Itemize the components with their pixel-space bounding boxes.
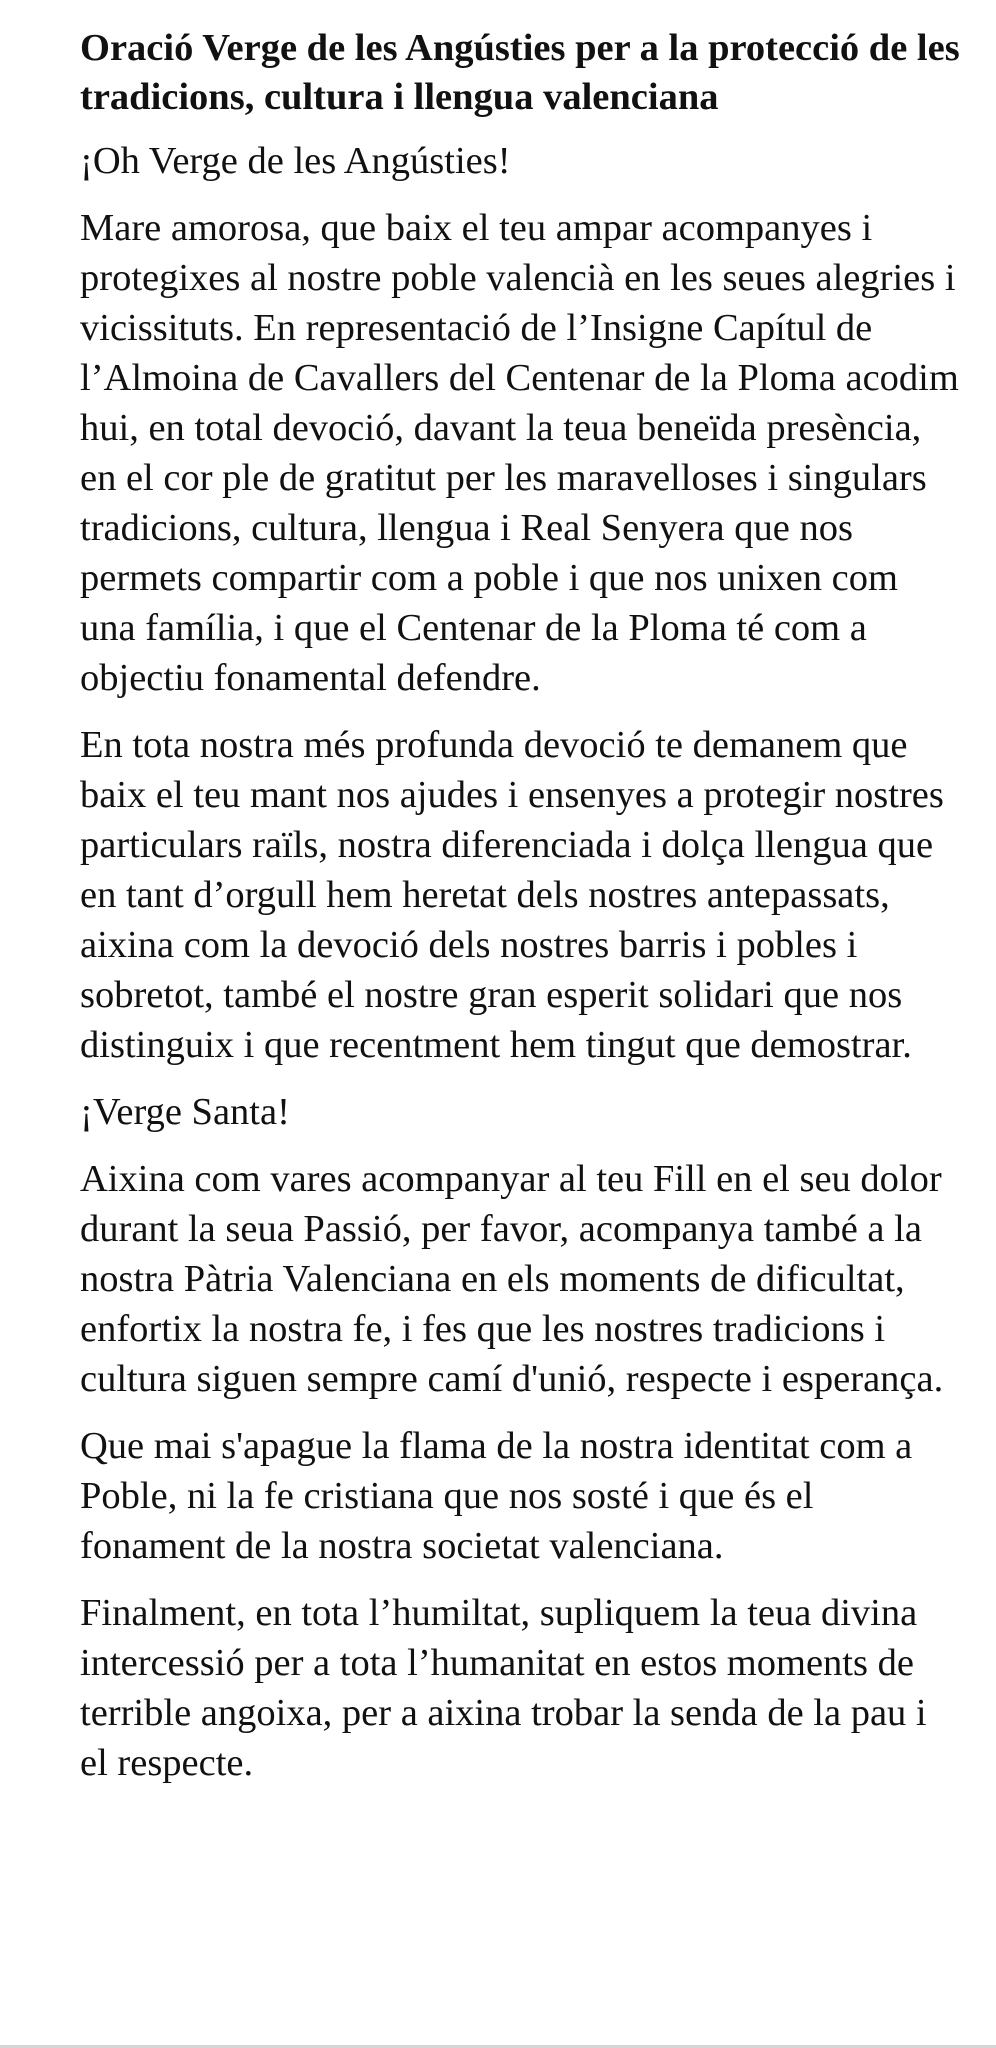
- prayer-paragraph-devocio: En tota nostra més profunda devoció te demanem que baix el teu mant nos ajudes i ensenyes a protegir nostres particulars raïls, nostra diferenciada i dolça llengua que en tant d’orgull hem heretat dels nostres antepassats, aixina com la devoció dels nostres barris i pobles i sobretot, també el nostre gran esperit solidari que nos distinguix i que recentment hem tingut que demostrar.: [80, 724, 944, 1066]
- prayer-paragraph-identitat: Que mai s'apague la flama de la nostra identitat com a Poble, ni la fe cristiana que nos sosté i que és el fonament de la nostra societat valenciana.: [80, 1425, 913, 1567]
- page-title: Oració Verge de les Angústies per a la protecció de les tradicions, cultura i llengua valenciana: [80, 27, 960, 118]
- prayer-paragraph-passio: Aixina com vares acompanyar al teu Fill en el seu dolor durant la seua Passió, per favor, acompanya també a la nostra Pàtria Valenciana en els moments de dificultat, enfortix la nostra fe, i fes que les nostres tradicions i cultura siguen sempre camí d'unió, respecte i esperança.: [80, 1158, 944, 1400]
- prayer-paragraph-mare-amorosa: Mare amorosa, que baix el teu ampar acompanyes i protegixes al nostre poble valencià en les seues alegries i vicissituts. En representació de l’Insigne Capítul de l’Almoina de Cavallers del Centenar de la Ploma acodim hui, en total devoció, davant la teua beneïda presència, en el cor ple de gratitut per les maravelloses i singulars tradicions, cultura, llengua i Real Senyera que nos permets compartir com a poble i que nos unixen com una família, i que el Centenar de la Ploma té com a objectiu fonamental defendre.: [80, 207, 959, 699]
- invocation-verge-santa: ¡Verge Santa!: [80, 1091, 290, 1133]
- invocation-paragraph: ¡Oh Verge de les Angústies!: [80, 140, 511, 182]
- prayer-paragraph-finalment: Finalment, en tota l’humiltat, supliquem la teua divina intercessió per a tota l’humanitat en estos moments de terrible angoixa, per a aixina trobar la senda de la pau i el respecte.: [80, 1592, 927, 1784]
- prayer-document: [80, 24, 960, 1788]
